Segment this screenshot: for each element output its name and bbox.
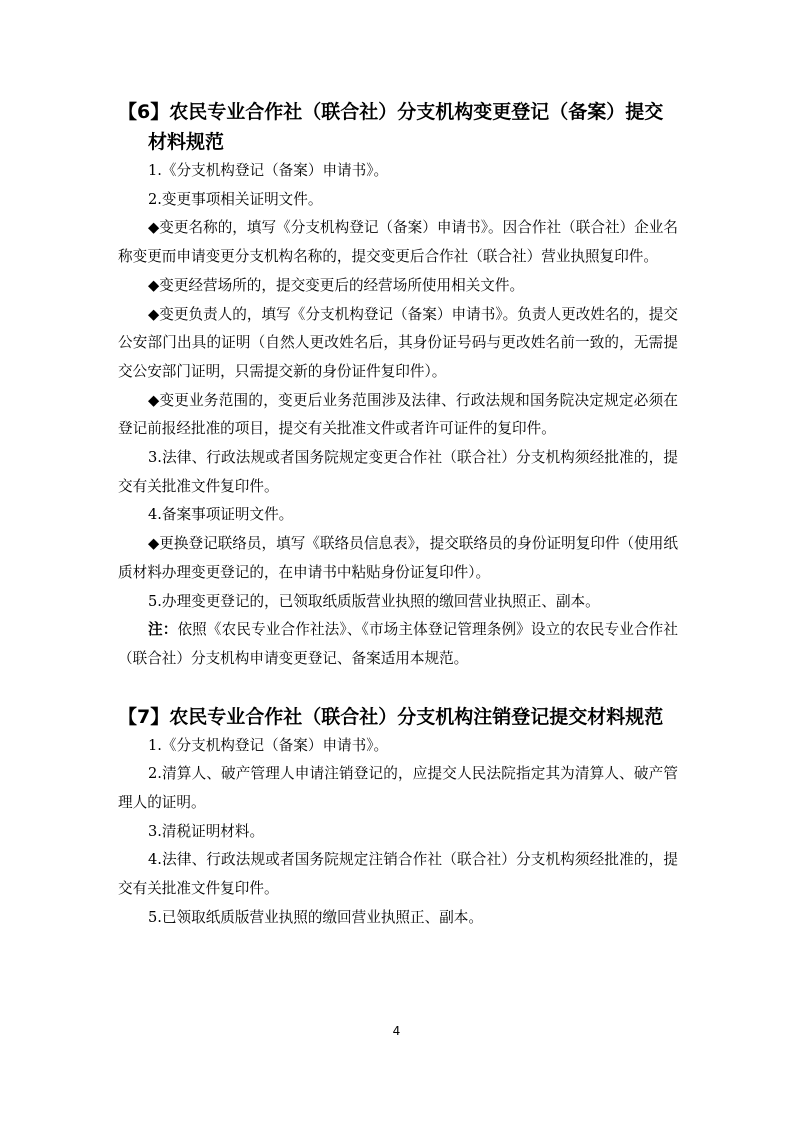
section-gap (118, 674, 678, 702)
note-label: 注： (148, 621, 178, 639)
note-text: 依照《农民专业合作社法》、《市场主体登记管理条例》设立的农民专业合作社（联合社）分支机构申请变更登记、备案适用本规范。 (118, 621, 678, 667)
section-6-heading: 【6】农民专业合作社（联合社）分支机构变更登记（备案）提交材料规范 (118, 101, 664, 153)
section-6-item: 2.变更事项相关证明文件。 (148, 190, 323, 208)
section-6-item: 4.备案事项证明文件。 (148, 506, 294, 524)
section-7-item: 1.《分支机构登记（备案）申请书》。 (148, 736, 389, 754)
section-6-item: 3.法律、行政法规或者国务院规定变更合作社（联合社）分支机构须经批准的，提交有关批准文件复印件。 (118, 449, 678, 495)
section-7-heading: 【7】农民专业合作社（联合社）分支机构注销登记提交材料规范 (118, 705, 664, 728)
section-6-item: 5.办理变更登记的，已领取纸质版营业执照的缴回营业执照正、副本。 (148, 592, 600, 610)
section-6-note (118, 616, 678, 673)
section-6-item: ◆变更经营场所的，提交变更后的经营场所使用相关文件。 (148, 276, 525, 294)
section-6-item: ◆更换登记联络员，填写《联络员信息表》，提交联络员的身份证明复印件（使用纸质材料办理变更登记的，在申请书中粘贴身份证复印件）。 (118, 535, 678, 581)
section-7-item: 3.清税证明材料。 (148, 822, 265, 840)
section-7-item: 2.清算人、破产管理人申请注销登记的，应提交人民法院指定其为清算人、破产管理人的证明。 (118, 765, 678, 812)
section-7-item: 5.已领取纸质版营业执照的缴回营业执照正、副本。 (148, 908, 483, 926)
section-7-item: 4.法律、行政法规或者国务院规定注销合作社（联合社）分支机构须经批准的，提交有关批准文件复印件。 (118, 851, 678, 898)
section-6-item: ◆变更名称的，填写《分支机构登记（备案）申请书》。因合作社（联合社）企业名称变更而申请变更分支机构名称的，提交变更后合作社（联合社）营业执照复印件。 (118, 219, 678, 266)
section-6-item: 1.《分支机构登记（备案）申请书》。 (148, 162, 389, 179)
page-number: 4 (392, 1024, 401, 1038)
section-6-item: ◆变更负责人的，填写《分支机构登记（备案）申请书》。负责人更改姓名的，提交公安部门出具的证明（自然人更改姓名后，其身份证号码与更改姓名前一致的，无需提交公安部门证明，只需提交新的身份证件复印件）。 (118, 305, 678, 380)
section-6-item: ◆变更业务范围的，变更后业务范围涉及法律、行政法规和国务院决定规定必须在登记前报经批准的项目，提交有关批准文件或者许可证件的复印件。 (118, 391, 678, 438)
page-content (118, 97, 678, 933)
